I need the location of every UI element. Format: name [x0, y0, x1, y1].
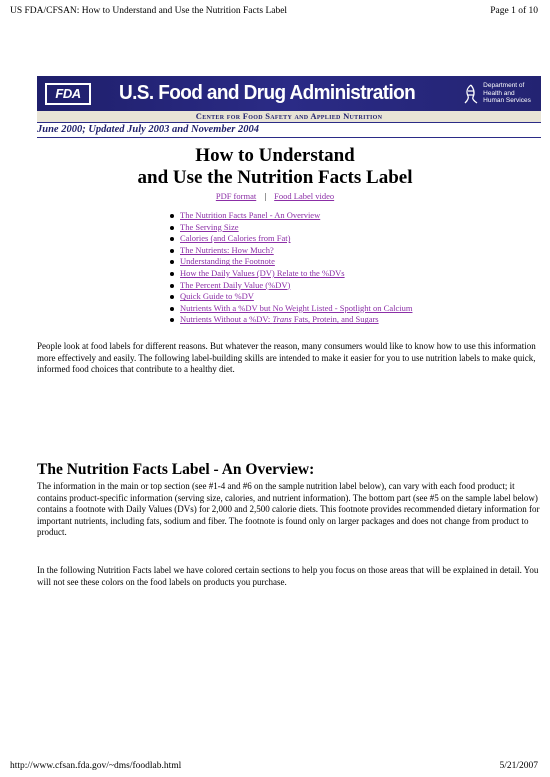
toc-link-daily-values[interactable]: How the Daily Values (DV) Relate to the %DVs	[180, 267, 345, 278]
toc-link-without-dv[interactable]	[180, 314, 379, 324]
toc-link-overview[interactable]: The Nutrition Facts Panel - An Overview	[180, 210, 321, 220]
hhs-eagle-icon	[463, 83, 479, 105]
toc-item	[180, 291, 412, 303]
toc-link-quick-guide[interactable]: Quick Guide to %DV	[180, 291, 254, 302]
page-url: http://www.cfsan.fda.gov/~dms/foodlab.html	[10, 761, 182, 771]
print-header-title: US FDA/CFSAN: How to Understand and Use the Nutrition Facts Label	[10, 6, 288, 16]
page-title-line: How to Understand	[195, 145, 355, 166]
overview-paragraph: The information in the main or top section (see #1-4 and #6 on the sample nutrition label below), can vary with each food product; it contains product-specific information (serving size, calories, and nutrient information). The bottom part (see #5 on the sample label below) contains a footnote with Daily Values (DVs) for 2,000 and 2,500 calorie diets. This footnote provides recommended dietary information for important nutrients, including fats, sodium and fiber. The footnote is found only on larger packages and does not change from product to product.	[37, 481, 540, 538]
colored-sections-paragraph: In the following Nutrition Facts label we have colored certain sections to help you focus on those areas that will be explained in detail. You will not see these colors on the food labels on products you purchase.	[37, 565, 539, 587]
section-heading: The Nutrition Facts Label - An Overview:	[37, 461, 315, 478]
food-label-video-link[interactable]: Food Label video	[274, 191, 335, 201]
pdf-format-link[interactable]: PDF format	[215, 191, 257, 201]
banner-title: U.S. Food and Drug Administration	[119, 81, 416, 104]
print-date: 5/21/2007	[499, 761, 538, 771]
date-line: June 2000; Updated July 2003 and November 2004	[37, 124, 259, 135]
toc-item	[180, 222, 412, 234]
page-number: Page 1 of 10	[490, 6, 538, 16]
hhs-line: Human Services	[483, 97, 531, 105]
link-separator: |	[264, 191, 267, 201]
toc-link-calcium[interactable]: Nutrients With a %DV but No Weight Listed - Spotlight on Calcium	[180, 302, 413, 313]
toc-item	[180, 314, 412, 326]
toc-item	[180, 268, 412, 280]
divider	[37, 137, 541, 138]
print-footer	[10, 760, 538, 772]
page-title-line: and Use the Nutrition Facts Label	[137, 167, 413, 188]
divider	[37, 122, 541, 123]
toc-item	[180, 303, 412, 315]
toc-item	[180, 245, 412, 257]
toc-item	[180, 280, 412, 292]
format-links	[0, 191, 550, 201]
page-title	[0, 145, 550, 189]
hhs-line: Department of	[483, 82, 525, 90]
toc-link-footnote[interactable]: Understanding the Footnote	[180, 256, 275, 267]
toc-link-nutrients[interactable]: The Nutrients: How Much?	[180, 244, 274, 255]
toc-link-part: Fats, Protein, and Sugars	[291, 314, 379, 325]
hhs-line: Health and	[483, 89, 515, 97]
toc-link-part: Nutrients Without a %DV:	[180, 314, 273, 325]
cfsan-subtitle-bar[interactable]: Center for Food Safety and Applied Nutrition	[37, 111, 541, 122]
print-header	[10, 5, 538, 17]
toc-link-calories[interactable]: Calories (and Calories from Fat)	[180, 233, 291, 244]
fda-logo[interactable]: FDA	[45, 83, 91, 105]
intro-paragraph: People look at food labels for different reasons. But whatever the reason, many consumers would like to know how to use this information more effectively and easily. The following label-building skills are intended to make it easier for you to use nutrition labels to make quick, informed food choices that contribute to a healthy diet.	[37, 341, 536, 375]
hhs-label[interactable]	[483, 82, 535, 105]
toc-item	[180, 256, 412, 268]
toc-item	[180, 210, 412, 222]
toc-link-serving-size[interactable]: The Serving Size	[180, 221, 239, 232]
toc-link-part-italic: Trans	[272, 314, 292, 325]
table-of-contents	[170, 210, 412, 326]
fda-banner[interactable]	[37, 76, 541, 111]
toc-link-percent-dv[interactable]: The Percent Daily Value (%DV)	[180, 279, 291, 290]
toc-item	[180, 233, 412, 245]
